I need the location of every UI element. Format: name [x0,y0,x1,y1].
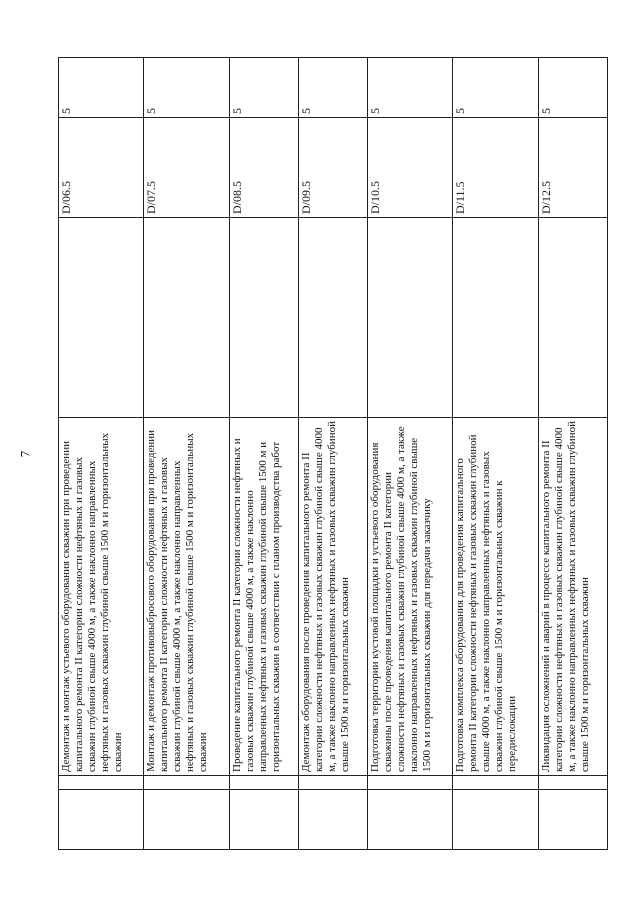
table-row [59,58,144,850]
description-cell: Ликвидация осложнений и аварий в процессе капитального ремонта II категории сложности нефтяных и газовых скважин глубиной свыше 4000 м, а также наклонно направленных нефтяных и газовых скважин глубиной свыше 1500 м и горизонтальных скважин [538,418,607,776]
code-cell: D/09.5 [298,118,367,218]
level-cell: 5 [144,58,229,118]
functions-table [58,57,608,850]
empty-cell [538,790,607,850]
empty-cell [453,790,538,850]
code-cell: D/07.5 [144,118,229,218]
table-row [453,58,538,850]
table-row [298,58,367,850]
rotated-table-frame [58,58,608,850]
level-cell: 5 [453,58,538,118]
level-cell: 5 [229,58,298,118]
level-cell: 5 [298,58,367,118]
description-cell: Проведение капитального ремонта II категории сложности нефтяных и газовых скважин глубиной свыше 4000 м, а также наклонно направленных нефтяных и газовых скважин глубиной свыше 1500 м и горизонтальных скважин в соответствии с планом производства работ [229,418,298,776]
level-cell: 5 [59,58,144,118]
empty-cell [144,218,229,418]
level-cell: 5 [538,58,607,118]
narrow-cell [538,776,607,790]
description-cell: Монтаж и демонтаж противовыбросового оборудования при проведении капитального ремонта II категории сложности нефтяных и газовых скважин глубиной свыше 4000 м, а также наклонно направленных нефтяных и газовых скважин глубиной свыше 1500 м и горизонтальных скважин [144,418,229,776]
narrow-cell [144,776,229,790]
code-cell: D/12.5 [538,118,607,218]
page-number: 7 [17,450,33,458]
narrow-cell [298,776,367,790]
narrow-cell [453,776,538,790]
code-cell: D/11.5 [453,118,538,218]
empty-cell [368,790,453,850]
description-cell: Подготовка комплекса оборудования для проведения капитального ремонта II категории сложности нефтяных и газовых скважин глубиной свыше 4000 м, а также наклонно направленных нефтяных и газовых скважин глубиной свыше 1500 м и горизонтальных скважин к передислокации [453,418,538,776]
empty-cell [144,790,229,850]
code-cell: D/08.5 [229,118,298,218]
empty-cell [229,790,298,850]
empty-cell [298,218,367,418]
description-cell: Подготовка территории кустовой площадки и устьевого оборудования скважины после проведения капитального ремонта II категории сложности нефтяных и газовых скважин глубиной свыше 4000 м, а также наклонно направленных нефтяных и газовых скважин глубиной свыше 1500 м и горизонтальных скважин для передачи заказчику [368,418,453,776]
level-cell: 5 [368,58,453,118]
document-table-container [58,58,608,850]
narrow-cell [368,776,453,790]
empty-cell [59,218,144,418]
table-row [368,58,453,850]
table-body [59,58,608,850]
description-cell: Демонтаж и монтаж устьевого оборудования скважин при проведении капитального ремонта II категории сложности нефтяных и газовых скважин глубиной свыше 4000 м, а также наклонно направленных нефтяных и газовых скважин глубиной свыше 1500 м и горизонтальных скважин [59,418,144,776]
table-row [538,58,607,850]
narrow-cell [59,776,144,790]
empty-cell [453,218,538,418]
code-cell: D/06.5 [59,118,144,218]
code-cell: D/10.5 [368,118,453,218]
empty-cell [298,790,367,850]
description-cell: Демонтаж оборудования после проведения капитального ремонта II категории сложности нефтяных и газовых скважин глубиной свыше 4000 м, а также наклонно направленных нефтяных и газовых скважин глубиной свыше 1500 м и горизонтальных скважин [298,418,367,776]
empty-cell [538,218,607,418]
table-row [229,58,298,850]
table-row [144,58,229,850]
empty-cell [229,218,298,418]
narrow-cell [229,776,298,790]
empty-cell [59,790,144,850]
empty-cell [368,218,453,418]
